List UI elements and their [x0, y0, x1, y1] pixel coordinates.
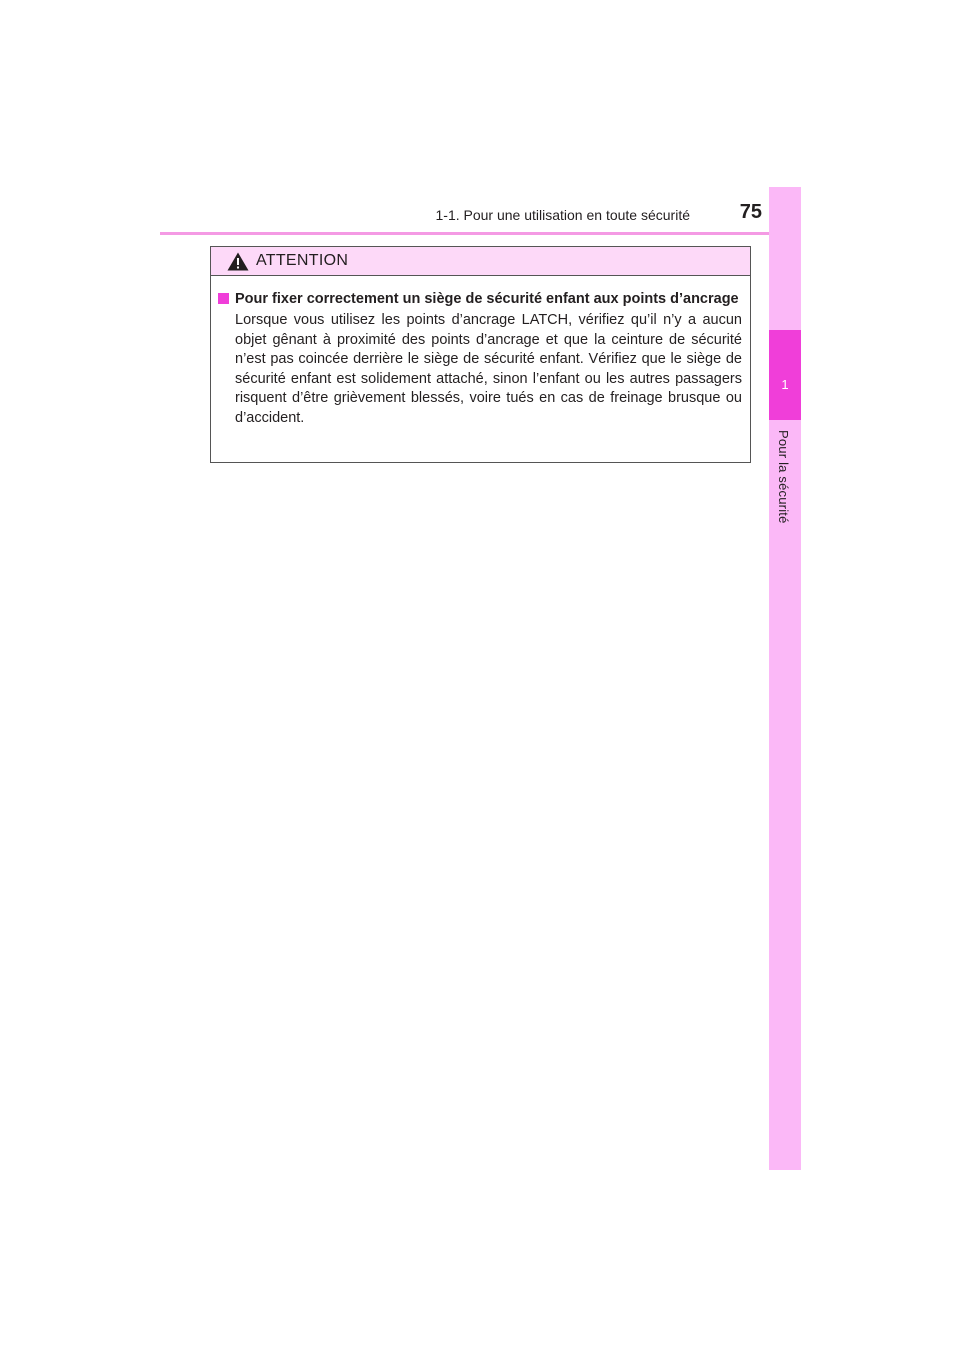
warning-header — [211, 247, 750, 276]
section-title: 1-1. Pour une utilisation en toute sécurité — [435, 207, 690, 223]
warning-body — [211, 276, 750, 429]
warning-title: ATTENTION — [256, 252, 349, 269]
warning-triangle-icon — [227, 252, 249, 271]
chapter-label: Pour la sécurité — [776, 430, 791, 524]
page-number: 75 — [739, 201, 762, 223]
chapter-active-marker — [769, 330, 801, 420]
chapter-number: 1 — [781, 377, 789, 392]
bullet-square-icon — [218, 293, 229, 304]
header-rule — [160, 232, 801, 235]
item-heading — [218, 289, 742, 309]
item-heading-text: Pour fixer correctement un siège de sécurité enfant aux points d’ancrage — [235, 291, 739, 307]
item-paragraph: Lorsque vous utilisez les points d’ancrage LATCH, vérifiez qu’il n’y a aucun objet gênant à proximité des points d’ancrage et que la ceinture de sécurité n’est pas coincée derrière le siège de sécurité enfant. Vérifiez que le siège de sécurité enfant est solidement attaché, sinon l’enfant ou les autres passagers risquent d’être grièvement blessés, voire tués en cas de freinage brusque ou d’accident. — [235, 312, 742, 426]
warning-box — [210, 246, 751, 463]
